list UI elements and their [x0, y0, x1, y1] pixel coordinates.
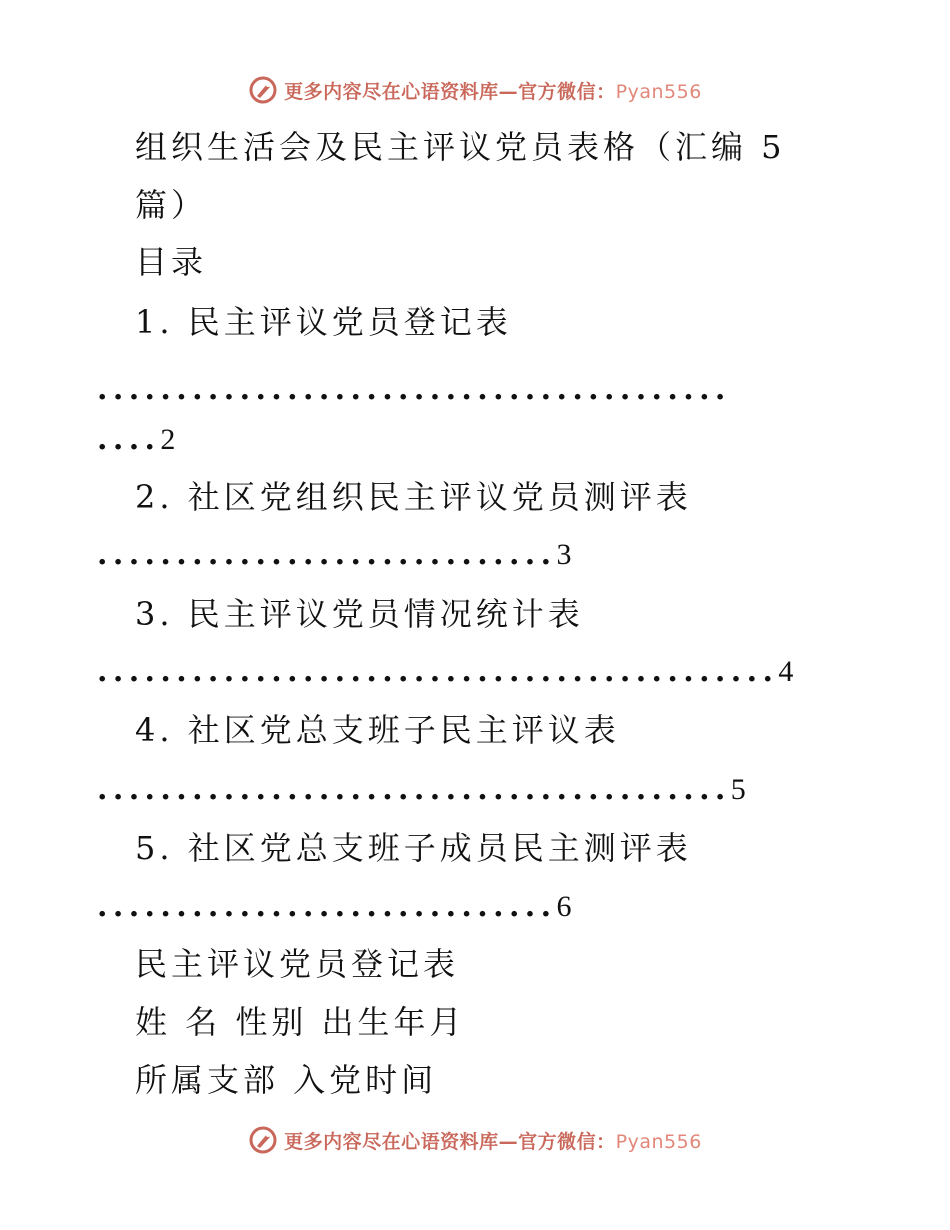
toc-item-3-label[interactable]: 3. 民主评议党员情况统计表: [135, 595, 584, 633]
toc-item-2-page: 3: [556, 538, 572, 571]
watermark-text: 更多内容尽在心语资料库—官方微信：Pyan556: [284, 80, 702, 103]
document-title-line1: 组织生活会及民主评议党员表格（汇编 5: [135, 128, 786, 166]
toc-item-4-page: 5: [730, 773, 746, 806]
toc-item-1-page: 2: [160, 423, 176, 456]
toc-item-2-label[interactable]: 2. 社区党组织民主评议党员测评表: [135, 478, 692, 516]
form-line-1: 姓 名 性别 出生年月: [135, 1003, 466, 1041]
toc-item-3-page: 4: [778, 655, 794, 688]
toc-item-5-label[interactable]: 5. 社区党总支班子成员民主测评表: [135, 829, 692, 867]
footer-watermark: [0, 1120, 950, 1160]
pen-nib-logo-icon: [248, 75, 278, 105]
toc-item-5-leader: .............................6: [97, 889, 572, 924]
toc-item-1-leader: ........................................: [97, 372, 731, 407]
toc-item-4-label[interactable]: 4. 社区党总支班子民主评议表: [135, 711, 620, 749]
section-title: 民主评议党员登记表: [135, 945, 460, 983]
toc-item-4-leader: ........................................5: [97, 772, 746, 807]
header-watermark: [0, 70, 950, 110]
toc-item-1-label[interactable]: 1. 民主评议党员登记表: [135, 303, 512, 341]
pen-nib-logo-icon: [248, 1125, 278, 1155]
toc-item-1-leader-cont: ....2: [97, 422, 176, 457]
watermark-text: 更多内容尽在心语资料库—官方微信：Pyan556: [284, 1130, 702, 1153]
document-title-line2: 篇）: [135, 186, 208, 224]
toc-heading: 目录: [135, 243, 208, 281]
toc-item-2-leader: .............................3: [97, 537, 572, 572]
toc-item-5-page: 6: [556, 890, 572, 923]
toc-item-3-leader: ...........................................4: [97, 654, 794, 689]
form-line-2: 所属支部 入党时间: [135, 1061, 438, 1099]
